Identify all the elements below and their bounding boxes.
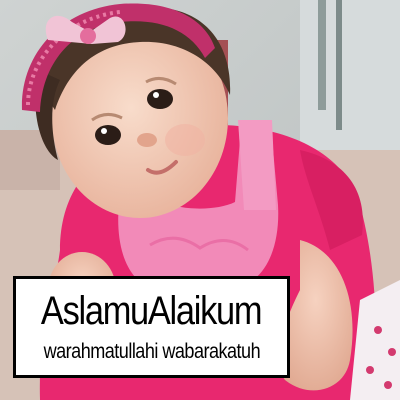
nose: [137, 133, 157, 147]
bow-center: [80, 28, 96, 44]
door-frame-stripe: [336, 0, 342, 130]
wall-panel-right: [300, 0, 400, 160]
door-frame: [318, 0, 326, 110]
eye-right: [147, 89, 173, 109]
greeting-caption-box: [13, 276, 290, 378]
eye-left: [95, 125, 121, 145]
greeting-title: AslamuAlaikum: [41, 289, 262, 333]
dress-strap-right: [238, 120, 276, 210]
greeting-subtitle: warahmatullahi wabarakatuh: [43, 340, 260, 363]
cheek: [165, 124, 205, 156]
